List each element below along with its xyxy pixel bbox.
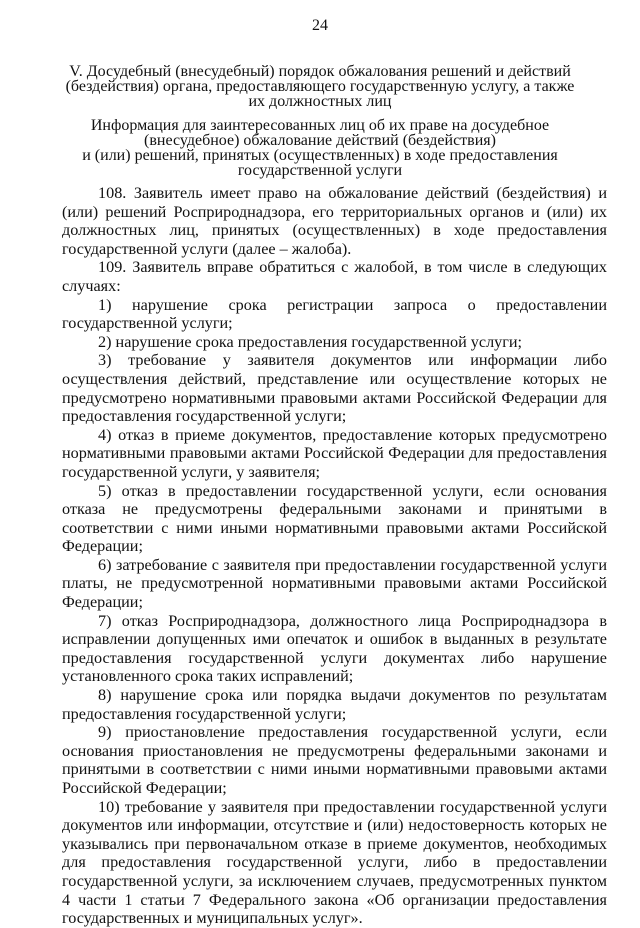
info-subtitle-line: и (или) решений, принятых (осуществленных) в ходе предоставления	[82, 147, 558, 164]
list-item-8: 8) нарушение срока или порядка выдачи документов по результатам предоставления государственной услуги;	[62, 686, 607, 723]
list-item-7: 7) отказ Росприроднадзора, должностного лица Росприроднадзора в исправлении допущенных ими опечаток и ошибок в выданных в результате предоставления государственной услуги документах либо нарушение установленного срока таких исправлений;	[62, 611, 607, 686]
list-item-6: 6) затребование с заявителя при предоставлении государственной услуги платы, не предусмотренной нормативными правовыми актами Российской Федерации;	[62, 555, 607, 612]
body-text	[62, 184, 607, 928]
list-item-2: 2) нарушение срока предоставления государственной услуги;	[98, 332, 523, 351]
section-title-line: их должностных лиц	[248, 93, 392, 110]
info-subtitle-line: (внесудебное) обжалование действий (бездействия)	[144, 132, 496, 149]
list-item-9: 9) приостановление предоставления государственной услуги, если основания приостановления не предусмотрены федеральными законами и принятыми в соответствии с ними иными нормативными правовыми актами Российской Федерации;	[62, 723, 607, 797]
section-title	[60, 64, 580, 109]
section-title-line: V. Досудебный (внесудебный) порядок обжалования решений и действий	[69, 63, 571, 80]
page-number: 24	[312, 17, 328, 34]
paragraph-109: 109. Заявитель вправе обратиться с жалобой, в том числе в следующих случаях:	[62, 258, 607, 295]
list-item-4: 4) отказ в приеме документов, предоставление которых предусмотрено нормативными правовыми актами Российской Федерации для предоставления государственной услуги, у заявителя;	[62, 425, 607, 481]
list-item-5: 5) отказ в предоставлении государственной услуги, если основания отказа не предусмотрены федеральными законами и принятыми в соответствии с ними иными нормативными правовыми актами Российской Федерации;	[62, 481, 607, 556]
list-item-3: 3) требование у заявителя документов или информации либо осуществления действий, представление или осуществление которых не предусмотрено нормативными правовыми актами Российской Федерации для предоставления государственной услуги;	[62, 351, 607, 426]
section-title-line: (бездействия) органа, предоставляющего государственную услугу, а также	[65, 78, 575, 95]
info-subtitle	[60, 118, 580, 178]
paragraph-108: 108. Заявитель имеет право на обжалование действий (бездействия) и (или) решений Росприроднадзора, его территориальных органов и (или) их должностных лиц, принятых (осуществленных) в ходе предоставления государственной услуги (далее – жалоба).	[62, 184, 607, 258]
list-item-10: 10) требование у заявителя при предоставлении государственной услуги документов или информации, отсутствие и (или) недостоверность которых не указывались при первоначальном отказе в приеме документов, необходимых для предоставления государственной услуги, либо в предоставлении государственной услуги, за исключением случаев, предусмотренных пунктом 4 части 1 статьи 7 Федерального закона «Об организации предоставления государственных и муниципальных услуг».	[62, 797, 607, 928]
info-subtitle-line: государственной услуги	[237, 162, 403, 179]
list-item-1: 1) нарушение срока регистрации запроса о предоставлении государственной услуги;	[62, 295, 607, 333]
info-subtitle-line: Информация для заинтересованных лиц об их праве на досудебное	[90, 117, 550, 134]
